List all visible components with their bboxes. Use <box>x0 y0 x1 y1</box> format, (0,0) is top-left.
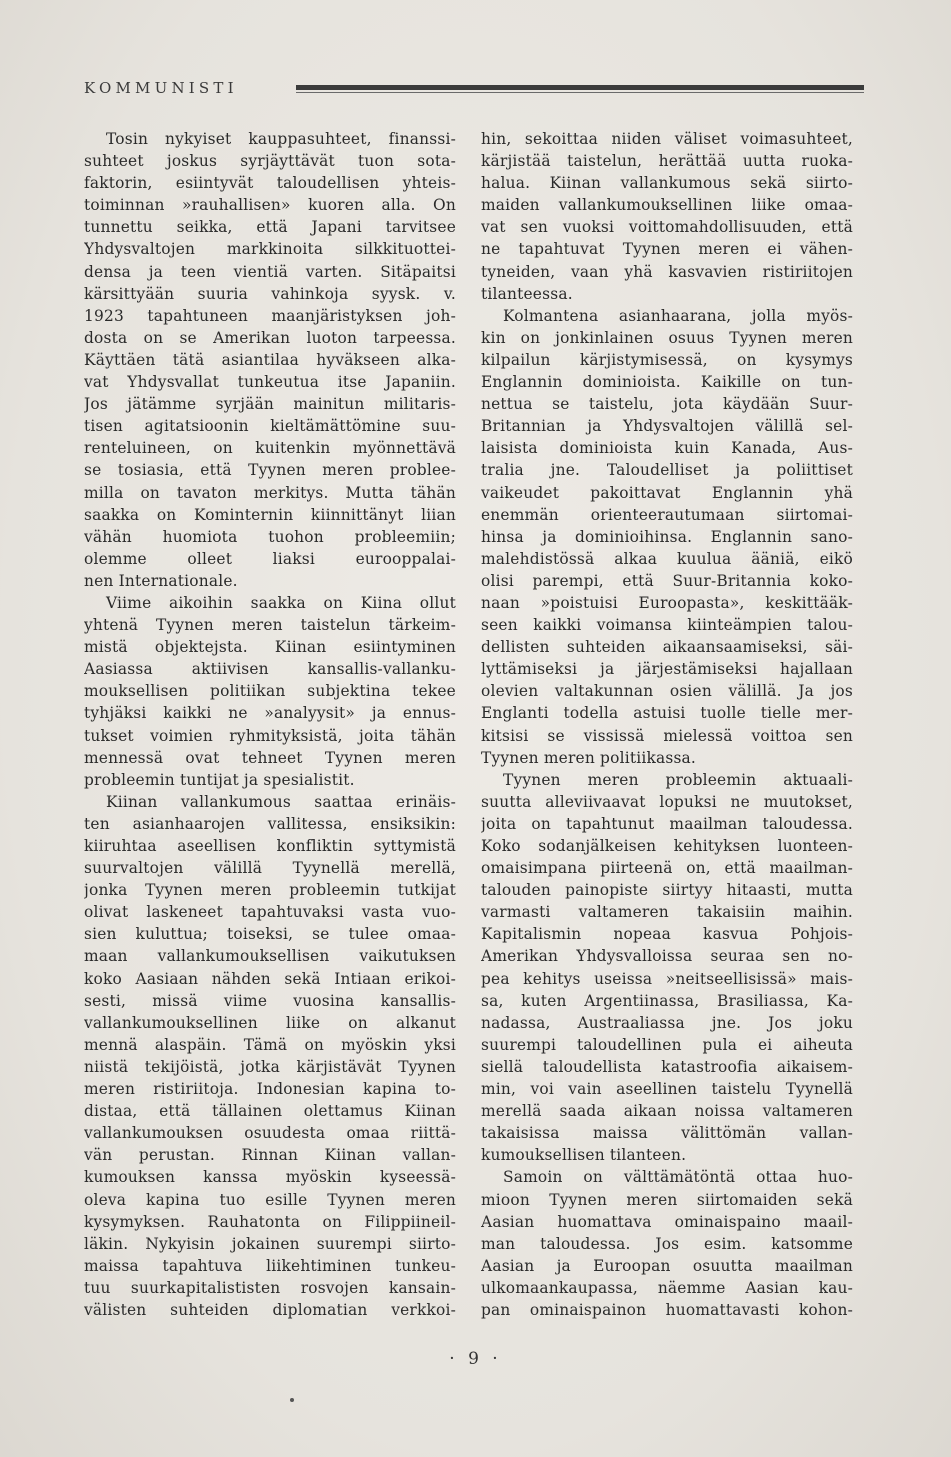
text-line: sesti, missä viime vuosina kansallis- <box>84 991 456 1010</box>
text-line: Yhdysvaltojen markkinoita silkkituottei- <box>84 240 456 259</box>
text-line: mennessä ovat tehneet Tyynen meren <box>84 748 456 767</box>
text-line: kumouksen kanssa myöskin kyseessä- <box>84 1168 456 1187</box>
text-line: nen Internationale. <box>84 571 238 590</box>
text-line: maissa tapahtuva liikehtiminen tunkeu- <box>84 1256 456 1275</box>
text-line: takaisissa maissa välittömän vallan- <box>481 1124 853 1143</box>
text-line: naan »poistuisi Euroopasta», keskittääk- <box>481 593 853 612</box>
text-line: olemme olleet liaksi eurooppalai- <box>84 549 456 568</box>
ink-speck <box>290 1398 294 1402</box>
text-line: halua. Kiinan vallankumous sekä siirto- <box>481 174 853 193</box>
text-line: malehdistössä alkaa kuulua ääniä, eikö <box>481 549 853 568</box>
text-line: Viime aikoihin saakka on Kiina ollut <box>106 593 456 612</box>
text-line: Käyttäen tätä asiantilaa hyväkseen alka- <box>84 350 456 369</box>
text-line: pan ominaispainon huomattavasti kohon- <box>481 1300 853 1319</box>
text-line: pea kehitys useissa »neitseellisissä» mais- <box>481 969 853 988</box>
text-line: mioon Tyynen meren siirtomaiden sekä <box>481 1190 853 1209</box>
text-line: hin, sekoittaa niiden väliset voimasuhteet, <box>481 130 853 148</box>
text-line: yhtenä Tyynen meren taistelun tärkeim- <box>84 616 456 635</box>
text-line: 1923 tapahtuneen maanjäristyksen joh- <box>84 306 456 325</box>
text-line: tralia jne. Taloudelliset ja poliittiset <box>481 461 853 480</box>
text-line: Samoin on välttämätöntä ottaa huo- <box>503 1168 853 1187</box>
text-line: seen kaikki voimansa kiinteämpien talou- <box>481 616 853 635</box>
text-line: kärsittyään suuria vahinkoja syysk. v. <box>84 284 456 303</box>
text-line: läkin. Nykyisin jokainen suurempi siirto- <box>84 1234 456 1253</box>
left-text-column <box>84 128 456 1321</box>
text-line: joita on tapahtunut maailman taloudessa. <box>481 814 853 833</box>
text-line: ulkomaankaupassa, näemme Aasian kau- <box>481 1278 853 1297</box>
text-line: olevien valtakunnan osien välillä. Ja jos <box>481 682 853 701</box>
text-line: koko Aasiaan nähden sekä Intiaan erikoi- <box>84 969 456 988</box>
text-line: vähän huomiota tuohon probleemiin; <box>84 527 456 546</box>
text-line: Englannin dominioista. Kaikille on tun- <box>481 373 853 392</box>
text-line: suutta alleviivaavat lopuksi ne muutokset, <box>481 792 853 811</box>
text-line: niistä tekijöistä, jotka kärjistävät Tyynen <box>84 1057 456 1076</box>
text-line: vat Yhdysvallat tunkeutua itse Japaniin. <box>84 373 456 392</box>
text-line: renteluineen, on kuitenkin myönnettävä <box>84 439 456 458</box>
text-line: Jos jätämme syrjään mainitun militaris- <box>84 395 456 414</box>
text-line: olisi parempi, että Suur-Britannia koko- <box>481 571 853 590</box>
text-line: Tosin nykyiset kauppasuhteet, finanssi- <box>106 130 456 148</box>
right-text-column <box>481 128 853 1321</box>
text-line: nettua se taistelu, jota käydään Suur- <box>481 395 853 414</box>
text-line: kysymyksen. Rauhatonta on Filippiineil- <box>84 1212 456 1231</box>
text-line: Aasian huomattava ominaispaino maail- <box>481 1212 853 1231</box>
text-line: tunnettu seikka, että Japani tarvitsee <box>84 218 456 237</box>
text-line: Britannian ja Yhdysvaltojen välillä sel- <box>481 417 853 436</box>
text-line: faktorin, esiintyvät taloudellisen yhteis- <box>84 174 456 193</box>
page-number: · 9 · <box>449 1349 502 1369</box>
text-line: oleva kapina tuo esille Tyynen meren <box>84 1190 456 1209</box>
text-line: välisten suhteiden diplomatian verkkoi- <box>84 1300 456 1319</box>
text-line: Kapitalismin nopeaa kasvua Pohjois- <box>481 925 853 944</box>
text-line: Tyynen meren probleemin aktuaali- <box>503 770 853 789</box>
text-line: kitsisi se vississä mielessä voittoa sen <box>481 726 853 745</box>
text-line: meren ristiriitoja. Indonesian kapina to- <box>84 1080 456 1099</box>
text-line: siellä taloudellista katastroofia aikaisem- <box>481 1057 853 1076</box>
text-line: maan vallankumouksellisen vaikutuksen <box>84 947 456 966</box>
text-line: toiminnan »rauhallisen» kuoren alla. On <box>84 196 456 215</box>
text-line: tukset voimien ryhmityksistä, joita tähän <box>84 726 456 745</box>
text-line: sa, kuten Argentiinassa, Brasiliassa, Ka- <box>481 991 853 1010</box>
text-line: vaikeudet pakoittavat Englannin yhä <box>481 483 853 502</box>
text-line: vallankumouksen osuudesta omaa riittä- <box>84 1124 456 1143</box>
text-line: milla on tavaton merkitys. Mutta tähän <box>84 483 456 502</box>
text-line: ten asianhaarojen vallitessa, ensiksikin: <box>84 814 456 833</box>
text-line: suurempi taloudellinen pula ei aiheuta <box>481 1035 853 1054</box>
text-line: min, voi vain aseellinen taistelu Tyynellä <box>481 1080 853 1099</box>
text-line: suhteet joskus syrjäyttävät tuon sota- <box>84 152 456 171</box>
text-line: Aasian ja Euroopan osuutta maailman <box>481 1256 853 1275</box>
text-line: Amerikan Yhdysvalloissa seuraa sen no- <box>481 947 853 966</box>
text-line: se tosiasia, että Tyynen meren problee- <box>84 461 456 480</box>
text-line: omaisimpana piirteenä on, että maailman- <box>481 859 853 878</box>
text-line: tisen agitatsioonin kieltämättömine suu- <box>84 417 456 436</box>
text-line: tyhjäksi kaikki ne »analyysit» ja ennus- <box>84 704 456 723</box>
text-line: kilpailun kärjistymisessä, on kysymys <box>481 350 853 369</box>
text-line: vän perustan. Rinnan Kiinan vallan- <box>84 1146 456 1165</box>
text-line: enemmän orienteerautumaan siirtomai- <box>481 505 853 524</box>
text-line: ne tapahtuvat Tyynen meren ei vähen- <box>481 240 853 259</box>
text-line: jonka Tyynen meren probleemin tutkijat <box>84 881 456 900</box>
text-line: merellä saada aikaan noissa valtameren <box>481 1102 853 1121</box>
text-line: varmasti valtameren takaisiin maihin. <box>481 903 853 922</box>
text-line: distaa, että tällainen olettamus Kiinan <box>84 1102 456 1121</box>
text-line: Tyynen meren politiikassa. <box>481 748 697 767</box>
text-line: nadassa, Austraaliassa jne. Jos joku <box>481 1013 853 1032</box>
text-line: kärjistää taistelun, herättää uutta ruoka- <box>481 152 853 171</box>
text-line: saakka on Kominternin kiinnittänyt liian <box>84 505 456 524</box>
text-line: olivat laskeneet tapahtuvaksi vasta vuo- <box>84 903 456 922</box>
text-line: vallankumouksellinen liike on alkanut <box>84 1013 456 1032</box>
journal-title: KOMMUNISTI <box>84 79 238 97</box>
text-line: Englanti todella astuisi tuolle tielle mer- <box>481 704 853 723</box>
text-line: talouden painopiste siirtyy hitaasti, mutta <box>481 881 853 900</box>
text-line: kin on jonkinlainen osuus Tyynen meren <box>481 328 853 347</box>
text-line: tuu suurkapitalististen rosvojen kansain- <box>84 1278 456 1297</box>
text-line: Aasiassa aktiivisen kansallis-vallanku- <box>84 660 456 679</box>
text-line: vat sen vuoksi voittomahdollisuuden, että <box>481 218 853 237</box>
text-line: probleemin tuntijat ja spesialistit. <box>84 770 355 789</box>
text-line: suurvaltojen välillä Tyynellä merellä, <box>84 859 456 878</box>
text-line: hinsa ja dominioihinsa. Englannin sano- <box>481 527 853 546</box>
header-rule <box>296 85 864 96</box>
text-line: lyttämiseksi ja järjestämiseksi hajallaan <box>481 660 853 679</box>
text-line: Koko sodanjälkeisen kehityksen luonteen- <box>481 837 853 855</box>
text-line: Kiinan vallankumous saattaa erinäis- <box>106 792 456 811</box>
text-line: tyneiden, vaan yhä kasvavien ristiriitojen <box>481 262 853 281</box>
text-line: man taloudessa. Jos esim. katsomme <box>481 1234 853 1253</box>
text-line: kumouksellisen tilanteen. <box>481 1146 687 1165</box>
text-line: sien kuluttua; toiseksi, se tulee omaa- <box>84 925 456 944</box>
text-line: kiiruhtaa aseellisen konfliktin syttymistä <box>84 837 456 855</box>
text-line: densa ja teen vientiä varten. Sitäpaitsi <box>84 262 456 281</box>
text-line: maiden vallankumouksellinen liike omaa- <box>481 196 853 215</box>
running-header <box>84 78 864 104</box>
text-line: dosta on se Amerikan luoton tarpeessa. <box>84 328 456 347</box>
text-line: mouksellisen politiikan subjektina tekee <box>84 682 456 701</box>
text-line: mistä objektejsta. Kiinan esiintyminen <box>84 638 456 657</box>
text-line: dellisten suhteiden aikaansaamiseksi, säi- <box>481 638 853 657</box>
text-line: mennä alaspäin. Tämä on myöskin yksi <box>84 1035 456 1054</box>
text-line: laisista dominioista kuin Kanada, Aus- <box>481 439 853 458</box>
text-line: Kolmantena asianhaarana, jolla myös- <box>503 306 853 325</box>
text-line: tilanteessa. <box>481 284 573 303</box>
